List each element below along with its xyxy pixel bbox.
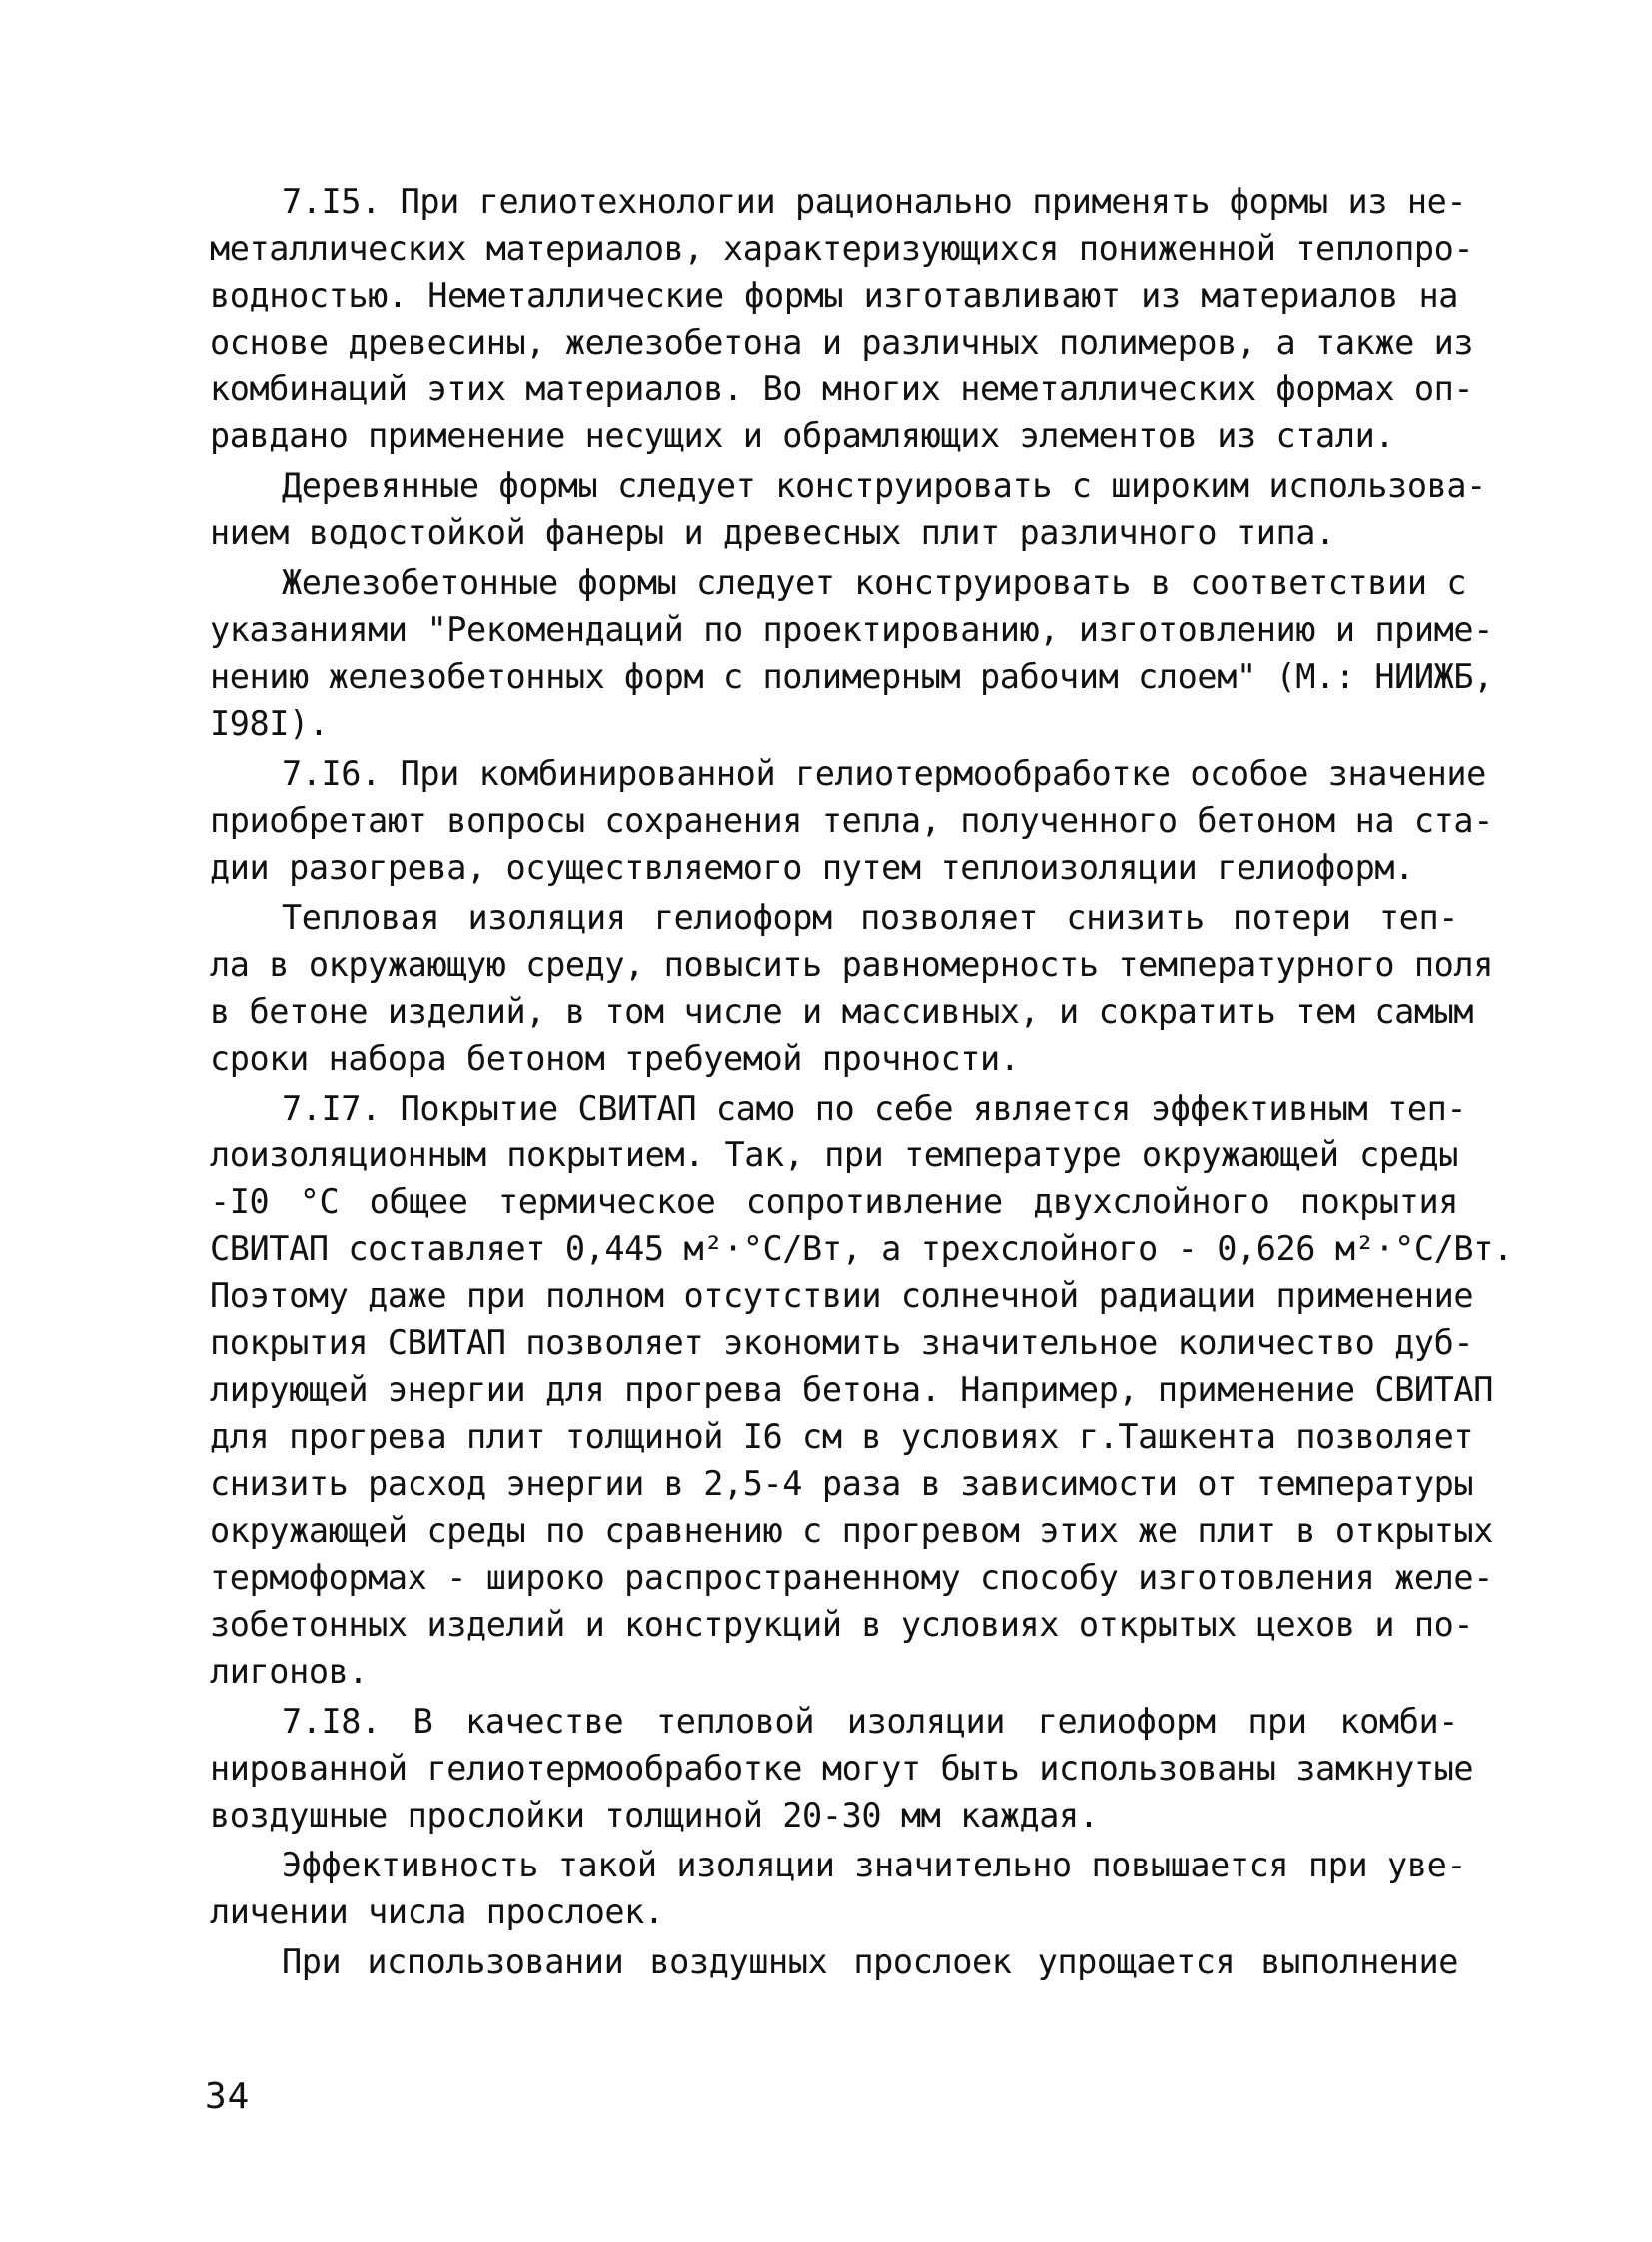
- text-line: СВИТАП составляет 0,445 м²·°С/Вт, а трехслойного - 0,626 м²·°С/Вт.: [210, 1229, 1513, 1268]
- page-number: 34: [205, 2076, 251, 2117]
- text-line: термоформах - широко распространенному способу изготовления желе-: [210, 1558, 1493, 1597]
- text-line: сроки набора бетоном требуемой прочности.: [210, 1039, 1020, 1078]
- text-line: лигонов.: [210, 1652, 369, 1691]
- paragraph-7-16: [210, 750, 1493, 891]
- page-body: [210, 178, 1513, 1985]
- paragraph-7-15: [210, 178, 1474, 459]
- text-line: Тепловая изоляция гелиоформ позволяет снизить потери теп-: [282, 898, 1458, 937]
- text-line: нием водостойкой фанеры и древесных плит различного типа.: [210, 513, 1335, 552]
- text-line: равдано применение несущих и обрамляющих элементов из стали.: [210, 416, 1395, 455]
- text-line: указаниями "Рекомендаций по проектированию, изготовлению и приме-: [210, 610, 1493, 649]
- paragraph-thermal-insulation: [210, 894, 1493, 1082]
- text-line: личении числа прослоек.: [210, 1892, 664, 1931]
- text-line: 7.I5. При гелиотехнологии рационально применять формы из не-: [282, 182, 1467, 221]
- paragraph-air-layers: [210, 1938, 1458, 1985]
- paragraph-concrete-forms: [210, 559, 1493, 747]
- text-line: водностью. Неметаллические формы изготавливают из материалов на: [210, 276, 1458, 315]
- paragraph-7-18: [210, 1698, 1474, 1839]
- text-line: Эффективность такой изоляции значительно повышается при уве-: [282, 1846, 1467, 1884]
- text-line: нированной гелиотермообработке могут быть использованы замкнутые: [210, 1749, 1474, 1788]
- text-line: нению железобетонных форм с полимерным рабочим слоем" (М.: НИИЖБ,: [210, 657, 1493, 696]
- text-line: основе древесины, железобетона и различных полимеров, а также из: [210, 323, 1474, 362]
- text-line: дии разогрева, осуществляемого путем теплоизоляции гелиоформ.: [210, 848, 1414, 887]
- text-line: комбинаций этих материалов. Во многих неметаллических формах оп-: [210, 370, 1474, 408]
- text-line: приобретают вопросы сохранения тепла, полученного бетоном на ста-: [210, 801, 1493, 840]
- text-line: 7.I6. При комбинированной гелиотермообработке особое значение: [282, 754, 1486, 793]
- text-line: для прогрева плит толщиной I6 см в условиях г.Ташкента позволяет: [210, 1417, 1474, 1456]
- paragraph-wooden-forms: [210, 462, 1486, 556]
- text-line: зобетонных изделий и конструкций в условиях открытых цехов и по-: [210, 1605, 1474, 1644]
- text-line: 7.I7. Покрытие СВИТАП само по себе является эффективным теп-: [282, 1089, 1467, 1127]
- text-line: окружающей среды по сравнению с прогревом этих же плит в открытых: [210, 1511, 1493, 1550]
- text-line: -I0 °С общее термическое сопротивление двухслойного покрытия: [210, 1182, 1458, 1221]
- text-line: Железобетонные формы следует конструировать в соответствии с: [282, 563, 1467, 602]
- paragraph-7-17: [210, 1085, 1513, 1695]
- text-line: При использовании воздушных прослоек упрощается выполнение: [282, 1942, 1458, 1981]
- text-line: лирующей энергии для прогрева бетона. Например, применение СВИТАП: [210, 1370, 1493, 1409]
- text-line: металлических материалов, характеризующихся пониженной теплопро-: [210, 229, 1474, 268]
- text-line: I98I).: [210, 704, 329, 743]
- paragraph-efficiency: [210, 1842, 1467, 1935]
- text-line: в бетоне изделий, в том числе и массивных, и сократить тем самым: [210, 992, 1474, 1031]
- text-line: Деревянные формы следует конструировать с широким использова-: [282, 466, 1486, 505]
- text-line: снизить расход энергии в 2,5-4 раза в зависимости от температуры: [210, 1464, 1474, 1503]
- text-line: лоизоляционным покрытием. Так, при температуре окружающей среды: [210, 1135, 1458, 1174]
- text-line: ла в окружающую среду, повысить равномерность температурного поля: [210, 945, 1493, 984]
- text-line: 7.I8. В качестве тепловой изоляции гелиоформ при комби-: [282, 1702, 1458, 1741]
- text-line: воздушные прослойки толщиной 20-30 мм каждая.: [210, 1796, 1099, 1835]
- text-line: покрытия СВИТАП позволяет экономить значительное количество дуб-: [210, 1323, 1474, 1362]
- text-line: Поэтому даже при полном отсутствии солнечной радиации применение: [210, 1276, 1474, 1315]
